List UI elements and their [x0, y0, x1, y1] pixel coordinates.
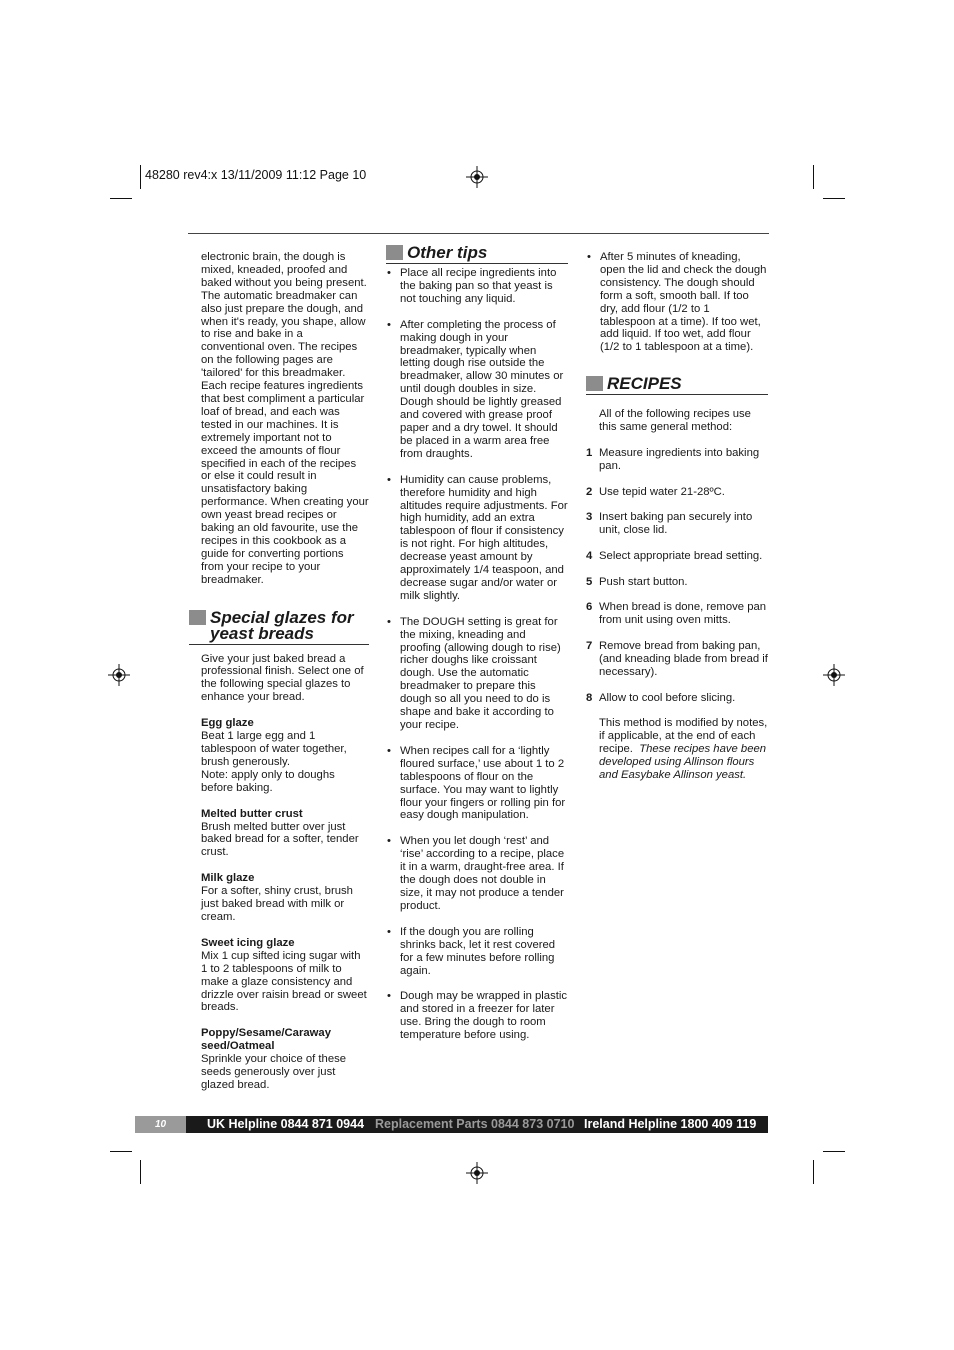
- header-rule: [188, 233, 769, 234]
- tip-item: • When you let dough ‘rest’ and ‘rise’ according to a recipe, place it in a warm, draught-free area. If the dough does not double in size, it may not produce a tender product.: [386, 835, 568, 912]
- glaze-item: [201, 808, 369, 860]
- crop-mark: [140, 165, 141, 189]
- glaze-text: Beat 1 large egg and 1 tablespoon of water together, brush generously.: [201, 730, 347, 768]
- glaze-title: Egg glaze: [201, 717, 254, 730]
- crop-mark: [813, 165, 814, 189]
- tip-item: • When recipes call for a ‘lightly floured surface,’ use about 1 to 2 tablespoons of flour on the surface. You may want to lightly flour your fingers or rolling pin for easy dough manipulation.: [386, 745, 568, 822]
- step-number: 3: [586, 511, 593, 524]
- glaze-title: Poppy/Sesame/Caraway seed/Oatmeal: [201, 1027, 331, 1053]
- recipes-intro: All of the following recipes use this same general method:: [599, 408, 751, 434]
- step-text: Allow to cool before slicing.: [599, 691, 736, 704]
- crop-mark: [823, 1151, 845, 1152]
- note-italic: These recipes have been developed using Allinson flours and Easybake Allinson yeast.: [599, 743, 767, 781]
- glaze-text: Brush melted butter over just baked bread for a softer, tender crust.: [201, 820, 359, 859]
- crop-mark: [110, 1151, 132, 1152]
- heading-text: Other tips: [407, 243, 488, 262]
- tips-list-continued: [586, 251, 768, 354]
- section-heading-other-tips: [386, 245, 568, 264]
- step-number: 6: [586, 601, 593, 614]
- glaze-item: [201, 937, 369, 1014]
- method-step: [586, 576, 768, 589]
- heading-square-icon: [386, 245, 403, 260]
- tip-item: • After 5 minutes of kneading, open the lid and check the dough consistency. The dough should form a soft, smooth ball. If too dry, add flour (1/2 to 1 tablespoon at a time). If too wet, add liquid. If too wet, add flour (1/2 to 1 tablespoon at a time).: [586, 251, 768, 354]
- tip-item: • Humidity can cause problems, therefore humidity and high altitudes require adjustments. For high humidity, add an extra tablespoon of flour if consistency is not right. For high altitudes, decrease yeast amount by approximately 1/4 teaspoon, and decrease sugar and/or water or milk slightly.: [386, 474, 568, 603]
- tip-item: • After completing the process of making dough in your breadmaker, typically when letting dough rise outside the breadmaker, allow 30 minutes or until dough doubles in size. Dough should be lightly greased and covered with grease proof paper and a dry towel. It should be placed in a warm area free from draughts.: [386, 319, 568, 461]
- registration-mark-icon: [108, 664, 130, 686]
- method-step: [586, 692, 768, 705]
- step-text: Push start button.: [599, 575, 688, 588]
- page-number: 10: [135, 1116, 186, 1133]
- glaze-text: Mix 1 cup sifted icing sugar with 1 to 2 tablespoons of milk to make a glaze consistency and drizzle over raisin bread or sweet breads.: [201, 949, 367, 1014]
- step-text: When bread is done, remove pan from unit using oven mitts.: [599, 601, 767, 627]
- uk-helpline: UK Helpline 0844 871 0944: [207, 1117, 365, 1131]
- step-text: Measure ingredients into baking pan.: [599, 447, 760, 472]
- step-text: Insert baking pan securely into unit, close lid.: [599, 511, 753, 537]
- glaze-note: Note: apply only to doughs before baking.: [201, 768, 335, 794]
- glaze-item: [201, 717, 369, 794]
- step-number: 4: [586, 549, 593, 562]
- crop-mark: [813, 1160, 814, 1184]
- tip-item: • If the dough you are rolling shrinks back, let it rest covered for a few minutes before rolling again.: [386, 926, 568, 978]
- note-text: This method is modified by notes, if applicable, at the end of each recipe.: [599, 717, 768, 756]
- step-text: Select appropriate bread setting.: [599, 549, 763, 562]
- method-step: [586, 550, 768, 563]
- print-slug: 48280 rev4:x 13/11/2009 11:12 Page 10: [145, 168, 367, 182]
- column-right: [586, 251, 768, 782]
- method-step: [586, 640, 768, 679]
- column-left: [201, 251, 369, 1092]
- tip-item: • Dough may be wrapped in plastic and stored in a freezer for later use. Bring the dough to room temperature before using.: [386, 990, 568, 1042]
- heading-square-icon: [586, 376, 603, 391]
- method-step: [586, 447, 768, 473]
- registration-mark-icon: [466, 1162, 488, 1184]
- crop-mark: [823, 198, 845, 199]
- glaze-text: Sprinkle your choice of these seeds generously over just glazed bread.: [201, 1053, 347, 1091]
- step-number: 8: [586, 691, 593, 704]
- step-text: Remove bread from baking pan, (and kneading blade from bread if necessary).: [599, 640, 768, 678]
- replacement-parts-line: Replacement Parts 0844 873 0710: [375, 1117, 575, 1131]
- registration-mark-icon: [466, 166, 488, 188]
- tips-list: [386, 267, 568, 1042]
- helpline-bar: [135, 1116, 768, 1133]
- step-number: 7: [586, 640, 593, 652]
- method-step: [586, 511, 768, 537]
- glaze-title: Sweet icing glaze: [201, 936, 295, 949]
- method-steps: [586, 447, 768, 704]
- glaze-item: [201, 1027, 369, 1092]
- ireland-helpline: Ireland Helpline 1800 409 119: [584, 1117, 757, 1131]
- crop-mark: [110, 198, 132, 199]
- section-heading-recipes: [586, 376, 768, 395]
- section-heading-glazes: [189, 607, 369, 645]
- intro-paragraph: electronic brain, the dough is mixed, kneaded, proofed and baked without you being present. The automatic breadmaker can also just prepare the dough, and when it's ready, you shape, allow to rise and bake in a conventional oven. The recipes on the following pages are 'tailored' for this breadmaker. Each recipe features ingredients that best compliment a particular loaf of bread, and each was tested in our machines. It is extremely important not to exceed the amounts of flour specified in each of the recipes or else it could result in unsatisfactory baking performance. When creating your own yeast bread recipes or baking an old favourite, use the recipes in this cookbook as a guide for converting portions from your recipe to your breadmaker.: [201, 251, 369, 586]
- glaze-title: Melted butter crust: [201, 807, 303, 820]
- step-text: Use tepid water 21-28ºC.: [599, 485, 725, 498]
- heading-text: RECIPES: [607, 374, 682, 394]
- tip-item: • The DOUGH setting is great for the mixing, kneading and proofing (allowing dough to rise) richer doughs like croissant dough. Use the automatic breadmaker to prepare this dough so all you need to do is shape and bake it according to your recipe.: [386, 616, 568, 732]
- crop-mark: [140, 1160, 141, 1184]
- heading-square-icon: [189, 610, 206, 625]
- step-number: 5: [586, 575, 593, 588]
- glaze-text: For a softer, shiny crust, brush just baked bread with milk or cream.: [201, 885, 353, 923]
- registration-mark-icon: [823, 664, 845, 686]
- tip-item: • Place all recipe ingredients into the baking pan so that yeast is not touching any liquid.: [386, 267, 568, 306]
- heading-text: Special glazes for yeast breads: [210, 607, 354, 643]
- method-note: [586, 717, 768, 782]
- step-number: 2: [586, 485, 593, 498]
- glaze-intro: Give your just baked bread a professional finish. Select one of the following special glazes to enhance your bread.: [201, 652, 364, 704]
- method-step: [586, 486, 768, 499]
- glaze-title: Milk glaze: [201, 872, 255, 885]
- method-step: [586, 601, 768, 627]
- column-middle: [386, 243, 568, 1055]
- step-number: 1: [586, 447, 593, 460]
- glaze-item: [201, 872, 369, 924]
